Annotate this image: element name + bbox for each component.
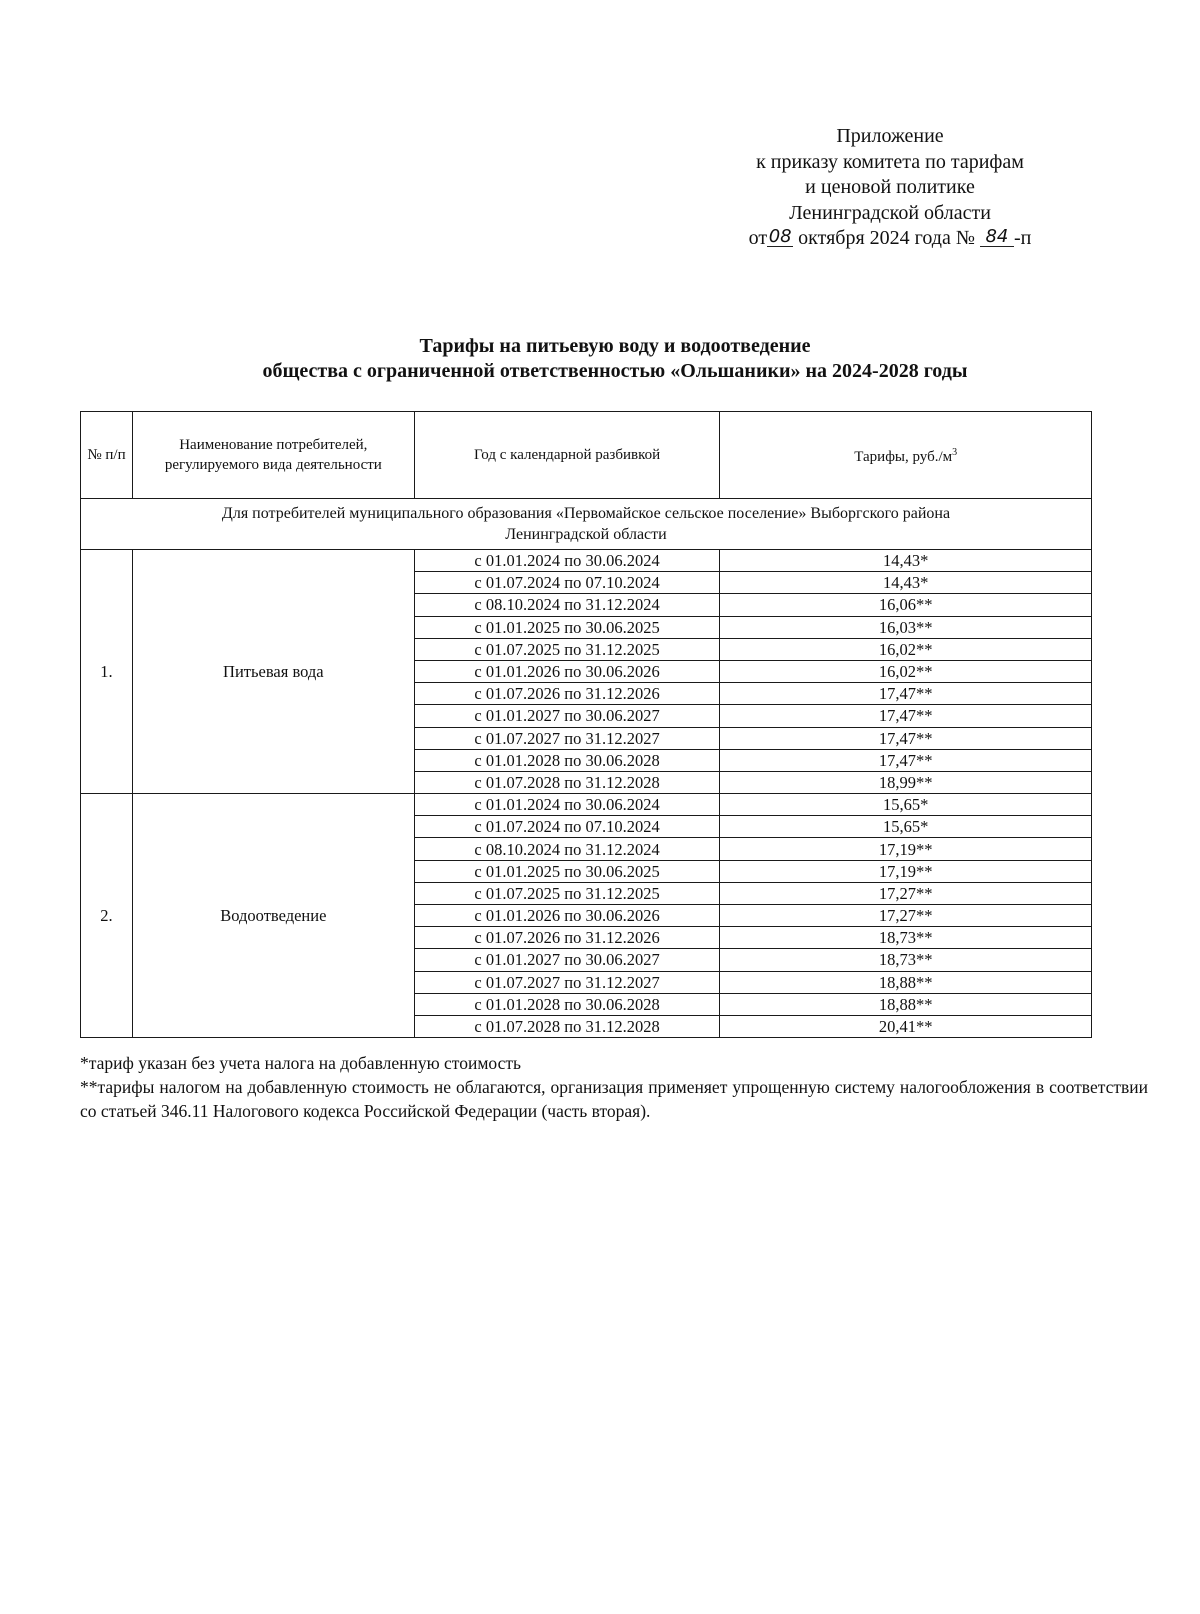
section-name: Водоотведение	[132, 794, 414, 1038]
period-cell: с 01.07.2024 по 07.10.2024	[414, 816, 720, 838]
period-cell: с 01.07.2027 по 31.12.2027	[414, 727, 720, 749]
tariff-value-cell: 17,47**	[720, 683, 1092, 705]
tariff-value-cell: 16,06**	[720, 594, 1092, 616]
header-name: Наименование потребителей, регулируемого вида деятельности	[132, 412, 414, 499]
header-num: № п/п	[81, 412, 133, 499]
header-tariff: Тарифы, $руб./м^3$	[720, 412, 1092, 499]
group-title: Для потребителей муниципального образования «Первомайское сельское поселение» Выборгского района Ленинградской области	[81, 499, 1092, 550]
tariff-value-cell: 17,47**	[720, 705, 1092, 727]
appendix-line-1: Приложение	[836, 125, 944, 147]
period-cell: с 01.01.2027 по 30.06.2027	[414, 705, 720, 727]
tariff-value-cell: 16,02**	[720, 660, 1092, 682]
date-middle: октября 2024 года №	[793, 227, 980, 249]
date-prefix: от	[748, 227, 768, 249]
period-cell: с 01.07.2028 по 31.12.2028	[414, 1015, 720, 1037]
appendix-line-3: и ценовой политике	[805, 176, 975, 198]
section-number: 2.	[81, 794, 133, 1038]
tariff-value-cell: 16,02**	[720, 638, 1092, 660]
tariff-value-cell: 18,88**	[720, 993, 1092, 1015]
period-cell: с 08.10.2024 по 31.12.2024	[414, 838, 720, 860]
handwritten-day: 08	[768, 226, 792, 247]
period-cell: с 01.07.2028 по 31.12.2028	[414, 771, 720, 793]
group-row	[81, 499, 1092, 550]
period-cell: с 01.01.2025 по 30.06.2025	[414, 616, 720, 638]
appendix-line-4: Ленинградской области	[789, 201, 991, 224]
tariff-value-cell: 14,43*	[720, 572, 1092, 594]
tariff-value-cell: 20,41**	[720, 1015, 1092, 1037]
tariff-value-cell: 14,43*	[720, 550, 1092, 572]
title-line-2: общества с ограниченной ответственностью «Ольшаники» на 2024-2028 годы	[262, 360, 968, 382]
footnotes	[80, 1051, 1148, 1123]
tariff-value-cell: 18,73**	[720, 927, 1092, 949]
period-cell: с 01.01.2028 по 30.06.2028	[414, 993, 720, 1015]
period-cell: с 01.07.2025 по 31.12.2025	[414, 638, 720, 660]
handwritten-order-number: 84	[980, 228, 1014, 247]
appendix-block	[700, 124, 1080, 252]
tariff-value-cell: 17,47**	[720, 749, 1092, 771]
appendix-line-2: к приказу комитета по тарифам	[756, 150, 1024, 173]
section-name: Питьевая вода	[132, 550, 414, 794]
section-number: 1.	[81, 550, 133, 794]
period-cell: с 01.01.2024 по 30.06.2024	[414, 550, 720, 572]
table-header-row	[81, 412, 1092, 499]
period-cell: с 08.10.2024 по 31.12.2024	[414, 594, 720, 616]
period-cell: с 01.07.2026 по 31.12.2026	[414, 683, 720, 705]
period-cell: с 01.01.2027 по 30.06.2027	[414, 949, 720, 971]
appendix-date-line	[700, 226, 1080, 252]
period-cell: с 01.07.2026 по 31.12.2026	[414, 927, 720, 949]
tariff-value-cell: 18,99**	[720, 771, 1092, 793]
tariff-value-cell: 17,27**	[720, 882, 1092, 904]
header-period: Год с календарной разбивкой	[414, 412, 720, 499]
number-suffix: -п	[1013, 227, 1032, 249]
tariff-value-cell: 17,27**	[720, 905, 1092, 927]
document-title	[80, 334, 1150, 384]
footnote-2: **тарифы налогом на добавленную стоимость не облагаются, организация применяет упрощенную систему налогообложения в соответствии со статьей 346.11 Налогового кодекса Российской Федерации (часть вторая).	[80, 1077, 1148, 1121]
period-cell: с 01.07.2024 по 07.10.2024	[414, 572, 720, 594]
period-cell: с 01.07.2027 по 31.12.2027	[414, 971, 720, 993]
tariff-value-cell: 17,47**	[720, 727, 1092, 749]
period-cell: с 01.01.2028 по 30.06.2028	[414, 749, 720, 771]
period-cell: с 01.07.2025 по 31.12.2025	[414, 882, 720, 904]
tariff-value-cell: 17,19**	[720, 838, 1092, 860]
period-cell: с 01.01.2026 по 30.06.2026	[414, 905, 720, 927]
footnote-1: *тариф указан без учета налога на добавленную стоимость	[80, 1053, 521, 1073]
tariff-value-cell: 18,73**	[720, 949, 1092, 971]
tariff-value-cell: 17,19**	[720, 860, 1092, 882]
table-row	[81, 794, 1092, 816]
tariff-value-cell: 15,65*	[720, 794, 1092, 816]
table-row	[81, 550, 1092, 572]
tariff-value-cell: 18,88**	[720, 971, 1092, 993]
tariff-value-cell: 16,03**	[720, 616, 1092, 638]
period-cell: с 01.01.2025 по 30.06.2025	[414, 860, 720, 882]
tariff-value-cell: 15,65*	[720, 816, 1092, 838]
period-cell: с 01.01.2024 по 30.06.2024	[414, 794, 720, 816]
title-line-1: Тарифы на питьевую воду и водоотведение	[419, 335, 811, 357]
tariffs-table	[80, 411, 1092, 1038]
period-cell: с 01.01.2026 по 30.06.2026	[414, 660, 720, 682]
